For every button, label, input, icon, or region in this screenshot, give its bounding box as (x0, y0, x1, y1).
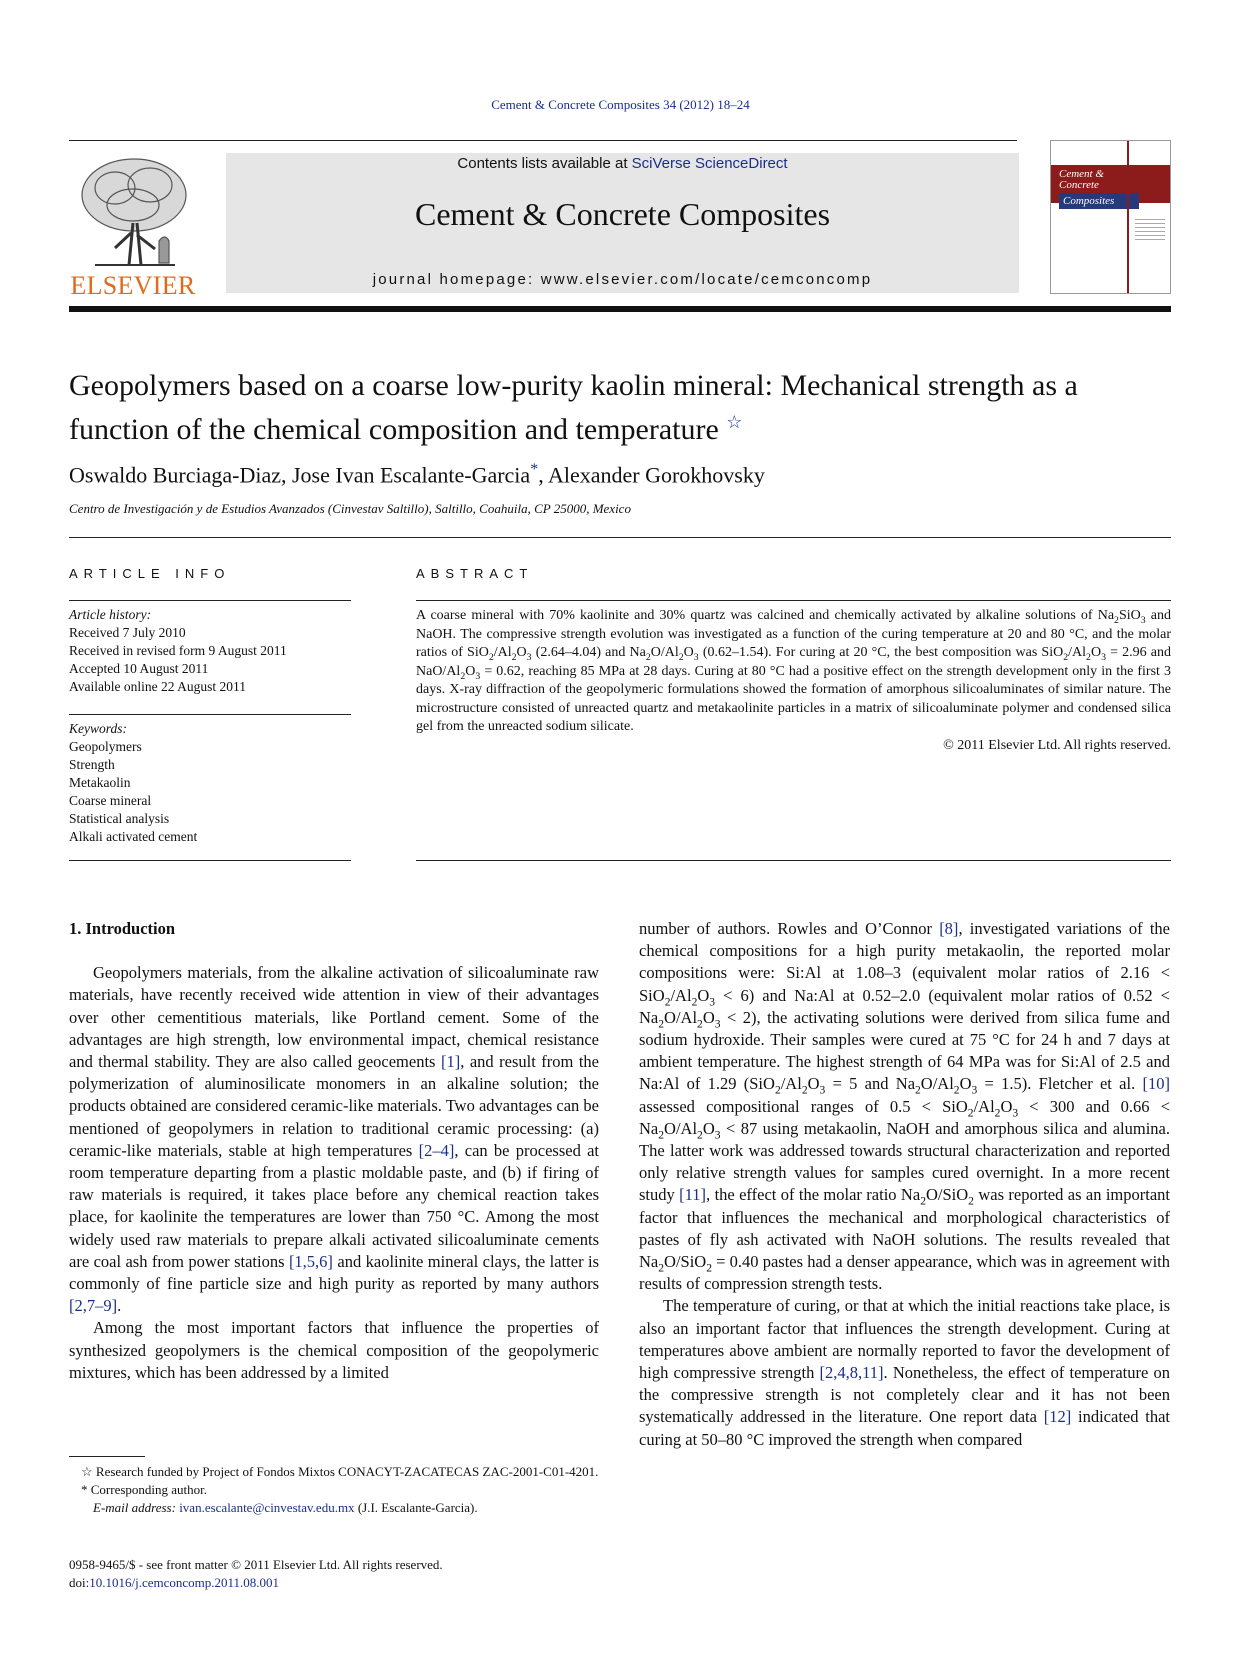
journal-banner (226, 153, 1019, 293)
history-item: Available online 22 August 2011 (69, 679, 246, 694)
history-item: Received in revised form 9 August 2011 (69, 643, 287, 658)
elsevier-tree-icon (75, 153, 193, 271)
keyword-item: Statistical analysis (69, 811, 170, 826)
article-info-rule-mid (69, 714, 351, 715)
footnote-email: E-mail address: ivan.escalante@cinvestav.edu.mx (J.I. Escalante-Garcia). (93, 1500, 478, 1515)
keyword-item: Geopolymers (69, 739, 142, 754)
journal-homepage[interactable]: journal homepage: www.elsevier.com/locate/cemconcomp (372, 271, 873, 288)
affiliation-rule (69, 537, 1171, 538)
citation-link[interactable]: [2,4,8,11] (819, 1363, 884, 1383)
cover-title: Cement & Concrete (1059, 168, 1104, 191)
body-paragraph: Geopolymers materials, from the alkaline activation of silicoaluminate raw materials, have recently received wide attention in view of their advantages over other cementitious materials, like Portland cement. Some of the advantages are high strength, low environmental impact, chemical resistance and thermal stability. They are also called geocements [1], and result from the polymerization of aluminosilicate monomers in an alkaline solution; the products obtained are considered ceramic-like materials. Two advantages can be mentioned of geopolymers in relation to traditional ceramic processing: (a) ceramic-like materials, stable at high temperatures [2–4], can be processed at room temperature departing from a plastic moldable paste, and (b) if firing of raw materials is required, it takes place before any chemical reaction takes place, for kaolinite the temperatures are lower than 750 °C. Among the most widely used raw materials to prepare alkali activated silicoaluminate cements are coal ash from power stations [1,5,6] and kaolinite mineral clays, the latter is commonly of fine particle size and high purity as reported by many authors [2,7–9]. (69, 963, 600, 1316)
keyword-item: Strength (69, 757, 115, 772)
header-rule (69, 140, 1017, 141)
citation-link[interactable]: [11] (679, 1185, 707, 1205)
article-info-rule-bottom (69, 860, 351, 861)
cover-text-block (1135, 219, 1165, 241)
history-label: Article history: (69, 607, 152, 622)
footnote-funding: ☆ Research funded by Project of Fondos Mixtos CONACYT-ZACATECAS ZAC-2001-C01-4201. (81, 1464, 599, 1479)
footnote-star-mark: ☆ (81, 1464, 96, 1479)
keyword-item: Alkali activated cement (69, 829, 198, 844)
footnote-rule (69, 1456, 145, 1457)
body-paragraph: Among the most important factors that influence the properties of synthesized geopolymers is the chemical composition of the geopolymeric mixtures, which has been addressed by a limited (69, 1318, 599, 1382)
publisher-logo[interactable] (69, 153, 197, 300)
keywords-label: Keywords: (69, 721, 127, 736)
history-item: Accepted 10 August 2011 (69, 661, 209, 676)
citation-link[interactable]: [2–4] (418, 1140, 455, 1160)
keyword-item: Coarse mineral (69, 793, 152, 808)
title-footnote-mark[interactable]: ☆ (726, 412, 743, 432)
author-list: Oswaldo Burciaga-Diaz, Jose Ivan Escalante-Garcia*, Alexander Gorokhovsky (69, 461, 765, 488)
sciencedirect-link[interactable]: SciVerse ScienceDirect (631, 155, 788, 172)
article-info-heading: ARTICLE INFO (69, 566, 231, 581)
keyword-item: Metakaolin (69, 775, 131, 790)
abstract-rule-bottom (416, 860, 1171, 861)
body-column-right (639, 918, 1170, 1451)
doi-line: doi:10.1016/j.cemconcomp.2011.08.001 (69, 1575, 280, 1590)
citation-link[interactable]: [1] (440, 1052, 461, 1072)
abstract-text: A coarse mineral with 70% kaolinite and 30% quartz was calcined and chemically activated by alkaline solutions of $Na_2SiO_3$ and NaOH. The compressive strength evolution was investigated as a function of the curing temperature at 20 and 80 °C, and the molar ratios of $SiO_2/Al_2O_3$ (2.64–4.04) and $Na_2O/Al_2O_3$ (0.62–1.54). For curing at 20 °C, the best composition was $SiO_2/Al_2O_3 = 2.96$ and NaO/$Al_2O_3 = 0.62$, reaching 85 MPa at 28 days. Curing at 80 °C had a positive effect on the strength development only in the first 3 days. X-ray diffraction of the geopolymeric formulations showed the formation of amorphous silicoaluminates of similar nature. The microstructure consisted of unreacted quartz and metakaolinite particles in a matrix of silicoaluminate polymer and condensed silica gel from the unreacted sodium silicate. © 2011 Elsevier Ltd. All rights reserved. (416, 607, 1171, 755)
citation-link[interactable]: [8] (939, 919, 959, 938)
cover-subtitle: Composites (1059, 193, 1139, 209)
section-heading-introduction: 1. Introduction (69, 919, 176, 938)
citation-link[interactable]: [2,7–9] (69, 1296, 118, 1316)
body-paragraph: number of authors. Rowles and O’Connor [8], investigated variations of the chemical compositions for a high purity metakaolin, the reported molar compositions were: Si:Al at 1.08–3 (equivalent molar ratios of $2.16 < SiO_2/Al_2O_3 < 6$) and Na:Al at 0.52–2.0 (equivalent molar ratios of $0.52 < Na_2O/Al_2O_3 < 2$), the activating solutions were derived from silica fume and sodium hydroxide. Their samples were cured at 75 °C for 24 h and 7 days at ambient temperature. The highest strength of 64 MPa was for Si:Al of 2.5 and Na:Al of 1.29 ($SiO_2/Al_2O_3 = 5$ and $Na_2O/Al_2O_3 = 1.5$). Fletcher et al. [10] assessed compositional ranges of $0.5 < SiO_2/Al_2O_3 < 300$ and $0.66 < Na_2O/Al_2O_3 < 87$ using metakaolin, NaOH and amorphous silica and alumina. The latter work was addressed towards structural characterization and reported only relative strength values for samples cured overnight. In a more recent study [11], the effect of the molar ratio $Na_2O/SiO_2$ was reported as an important factor that influences the mechanical and morphological characteristics of pastes of fly ash activated with NaOH solutions. The results revealed that $Na_2O/SiO_2 = 0.40$ pastes had a denser appearance, which was in agreement with results of compression strength tests. (639, 919, 1171, 1294)
footnotes (69, 1463, 599, 1517)
abstract-copyright: © 2011 Elsevier Ltd. All rights reserved. (943, 737, 1171, 753)
front-matter-footer (69, 1556, 443, 1592)
journal-cover-thumbnail[interactable] (1050, 140, 1171, 294)
body-paragraph: The temperature of curing, or that at which the initial reactions take place, is also an important factor that influences the strength development. Curing at temperatures above ambient are normally reported to favor the development of high compressive strength [2,4,8,11]. Nonetheless, the effect of temperature on the compressive strength is not completely clear and it has not been systematically addressed in the literature. One report data [12] indicated that curing at 50–80 °C improved the strength when compared (639, 1296, 1170, 1449)
citation-link[interactable]: [12] (1043, 1407, 1072, 1427)
footnote-asterisk-mark: * (81, 1482, 91, 1497)
footnote-corresponding: * Corresponding author. (81, 1482, 208, 1497)
header-thick-rule (69, 306, 1171, 312)
article-info-rule-top (69, 600, 351, 601)
citation-link[interactable]: [1,5,6] (288, 1251, 333, 1271)
cover-stripe (1127, 141, 1129, 293)
email-link[interactable]: ivan.escalante@cinvestav.edu.mx (179, 1500, 355, 1515)
article-title: Geopolymers based on a coarse low-purity kaolin mineral: Mechanical strength as a function of the chemical composition and temperature ☆ (69, 369, 1078, 446)
corresponding-author-mark[interactable]: * (530, 461, 539, 478)
history-item: Received 7 July 2010 (69, 625, 186, 640)
elsevier-wordmark: ELSEVIER (70, 271, 196, 300)
abstract-rule-top (416, 600, 1171, 601)
doi-link[interactable]: 10.1016/j.cemconcomp.2011.08.001 (89, 1575, 280, 1590)
journal-name: Cement & Concrete Composites (414, 196, 831, 232)
contents-prefix: Contents lists available at (457, 155, 632, 172)
affiliation: Centro de Investigación y de Estudios Avanzados (Cinvestav Saltillo), Saltillo, Coahuila, CP 25000, Mexico (69, 501, 631, 516)
citation-link[interactable]: [10] (1142, 1074, 1170, 1094)
article-history (69, 606, 351, 696)
abstract-heading: ABSTRACT (416, 566, 534, 581)
keywords (69, 720, 351, 846)
issn-line: 0958-9465/$ - see front matter © 2011 Elsevier Ltd. All rights reserved. (69, 1557, 443, 1572)
contents-line (226, 155, 1019, 172)
body-column-left (69, 918, 599, 1384)
journal-citation[interactable]: Cement & Concrete Composites 34 (2012) 18–24 (491, 97, 750, 112)
